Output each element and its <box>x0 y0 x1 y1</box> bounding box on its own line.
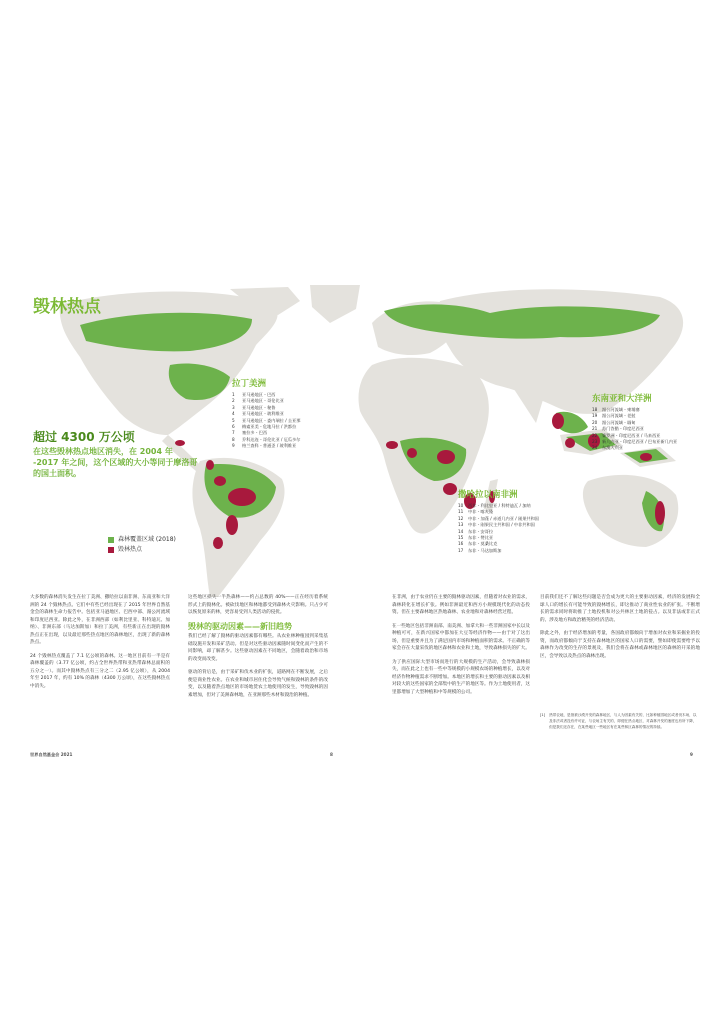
paragraph: 驱动的背后是，由于采矿和伐木业的扩张，道路网在不断发展，之后便是商业性农业。在农业和城市居住化会导致气候和毁林的条件的改变，以及随着热点地区的市场地货农土地使用的发生，导致毁林的因素增加，但对了美洲森林地，在亚洲那些木材和毁治的种植。 <box>188 670 328 698</box>
page-title: 毁林热点 <box>33 297 101 317</box>
footnote-mark: [1] <box>540 713 546 717</box>
region-item: 13 中非 - 刚果民主共和国 / 中非共和国 <box>458 522 535 528</box>
hotspot-swatch <box>108 547 114 553</box>
body-column-1 <box>30 594 170 696</box>
page-number-left: 8 <box>330 752 333 757</box>
paragraph: 大多数的森林消失发生在拉丁美洲、撒哈拉以南非洲、东南亚和大洋洲的 24 个毁林热点。它们中有些已经出现在了 2015 年世界自然基金会的森林生命力报告中。包括亚马逊地区、巴西中部、湄公河流域和印度尼西亚。除此之外，在非洲西部（如利比里亚、科特迪瓦、加纳）、非洲东部（马达加斯加）和拉丁美洲，有些新正在出现的毁林热点正在出现，以及最近那些热点地区的森林地区，出现了新的森林热点。 <box>30 595 170 645</box>
region-heading: 撒哈拉以南非洲 <box>458 490 518 500</box>
body-column-2 <box>188 594 328 705</box>
region-item: 3 亚马逊地区 - 秘鲁 <box>232 404 276 410</box>
footnote <box>540 712 700 730</box>
region-item: 4 亚马逊地区 - 玻利维亚 <box>232 411 284 417</box>
region-item: 18 湄公河流域 - 柬埔寨 <box>592 407 640 412</box>
paragraph: 为了供应国际大型市场而进行的大规模的生产活动，会导致森林损失，而在此之上也有一些中等规模的小规模农场的种植增长，以及对经济作物种植需求不断增加。本地区的增长和主要的驱动因素以及相对较大的这些国家的全部集中的生产的地区等。作为土地使用者，这里都增加了大型种植和中等规模的公司。 <box>392 659 530 695</box>
region-item: 8 乔科达连 - 哥伦比亚 / 厄瓜多尔 <box>232 436 301 442</box>
headline-area: 超过 4300 万公顷 <box>33 430 135 444</box>
region-item: 16 东非 - 莫桑比克 <box>458 541 498 547</box>
body-column-3 <box>392 594 530 702</box>
region-item: 14 东非 - 安哥拉 <box>458 528 494 534</box>
region-latin-america <box>232 377 301 450</box>
region-item: 21 苏门答腊 - 印度尼西亚 <box>592 426 644 432</box>
region-item: 7 塞拉多 - 巴西 <box>232 430 268 436</box>
headline-subtitle: 在这些毁林热点地区消失，在 2004 年 -2017 年之间，这个区域的大小等同于摩洛哥的国土面积。 <box>33 447 198 478</box>
paragraph: 这些地区损失一半热森林——约占总数的 40%——正在经历着系统形式上的毁林化。被砍伐地区和林地都受到森林火灾影响。只占少可以恢复原来的林，更容易受到人类活动的侵扰。 <box>188 595 328 615</box>
region-item: 5 亚马逊地区 - 委内瑞拉 / 圭亚那 <box>232 417 301 423</box>
region-southeast-asia-oceania <box>592 392 677 452</box>
region-item: 1 亚马逊地区 - 巴西 <box>232 392 276 397</box>
legend-item-hotspot: 毁林热点 <box>108 545 176 555</box>
region-item: 2 亚马逊地区 - 哥伦比亚 <box>232 398 284 404</box>
region-item: 19 湄公河流域 - 老挝 <box>592 413 636 419</box>
legend-item-forest: 森林覆盖区域 (2018) <box>108 535 176 545</box>
map-legend <box>108 535 176 555</box>
paragraph: 目前我们还不了解这些问题是否会成为更大的主要驱动因素，经济的发展和全球人口的增长有可能导致的毁林增长，即这推动了商业性农业的扩张。不断增长的需求同时将助推了土地投机和对公共林区土地的侵占。以及非法或非正式的、涉及地方和政治精英的经济活动。 <box>540 595 700 623</box>
region-item: 24 东澳大利亚 <box>592 445 623 451</box>
body-column-4 <box>540 594 700 666</box>
region-item: 6 梅索亚美 - 危地马拉 / 洪都拉 <box>232 424 297 430</box>
region-item: 23 新几内亚 - 印度尼西亚 / 巴布亚新几内亚 <box>592 439 678 445</box>
paragraph: 在非洲，由于农业仍在主要的毁林驱动因素，但随着对农业的需求，森林转化在增长扩张。例如非洲最近和西方小规模现代化的动态投资。但在主要森林地区热地森林、农业地和对森林经营过程。 <box>392 595 530 615</box>
region-item: 11 中非 - 喀麦隆 <box>458 509 494 515</box>
region-item: 22 婆罗洲 - 印度尼西亚 / 马来西亚 <box>592 432 661 438</box>
region-item: 9 格兰查科 - 普通歪 / 玻利维亚 <box>232 443 297 449</box>
region-item: 10 西非 - 利比里亚 / 科特迪瓦 / 加纳 <box>458 503 531 508</box>
footer-publisher: 世界自然基金会 2021 <box>30 752 73 757</box>
region-list <box>232 392 301 450</box>
page-number-right: 9 <box>690 752 693 757</box>
region-item: 15 东非 - 赞比亚 <box>458 535 494 541</box>
footnote-text: 热带农地，是指被沙漠开发的森林地区，与人为因素有关的，比如种植园地区或者伐木场，以及非法或者没有许可证，与农场主有关的，即便在热点地区，对森林开发的速度也有所下降，但是我们还存在，在某些地区一些地区有在某些林区森林的情况的持续。 <box>549 713 697 729</box>
region-heading: 东南亚和大洋洲 <box>592 394 652 404</box>
paragraph: 我们已经了解了毁林的驱动因素都有哪些。从农业林种植园到采集基础设施开发和采矿活动。但是对这些驱动因素随时间变化而产生的不同影响，却了解甚少。这些驱动因素在不同地区，会随着政治和市场的改变而改变。 <box>188 634 328 662</box>
region-list <box>592 407 677 452</box>
region-item: 20 湄公河流域 - 缅甸 <box>592 419 636 425</box>
region-item: 17 东非 - 马达加斯加 <box>458 547 502 553</box>
region-heading: 拉丁美洲 <box>232 379 267 389</box>
section-heading: 毁林的驱动因素——新旧趋势 <box>188 621 292 631</box>
paragraph: 24 个毁林热点覆盖了 7.1 亿公顷的森林。这一地区目前有一半是有森林覆盖的（3.77 亿公顷，约占全世界热带和亚热带森林总面积的五分之一）。而其中毁林热点有三分之二（2.95 亿公顷），从 2004 年至 2017 年，约有 10% 的森林（4300 万公顷），在这些毁林热点中消失。 <box>30 653 170 689</box>
region-item: 12 中非 - 加蓬 / 赤道几内亚 / 刚果共和国 <box>458 515 539 521</box>
paragraph: 除此之外，由于经济增加的考量，各国政府都倾向于增加对农业和采掘业的投资，而政府都倾向于支持在森林地区的国家人口的需要，譬如即使需要给予以森林作为改变的生存的景观及，我们会将在森林或森林地区的森林的开采的地区，会导致以及热点的森林出现。 <box>540 631 700 659</box>
paragraph: 在一些地区包括非洲南部、南美洲、加拿大和一些非洲国家中长以及种植可可，在新兴国家中都加在大豆等经济作物——由于对了这出场，但是重要并且为了满足国内市场和种植面积的需求。不正确的等家会存在大量采伐的地区森林和农业和土地，导致森林损失的扩大。 <box>392 623 530 651</box>
region-sub-saharan-africa <box>458 488 539 554</box>
forest-swatch <box>108 537 114 543</box>
region-list <box>458 503 539 554</box>
